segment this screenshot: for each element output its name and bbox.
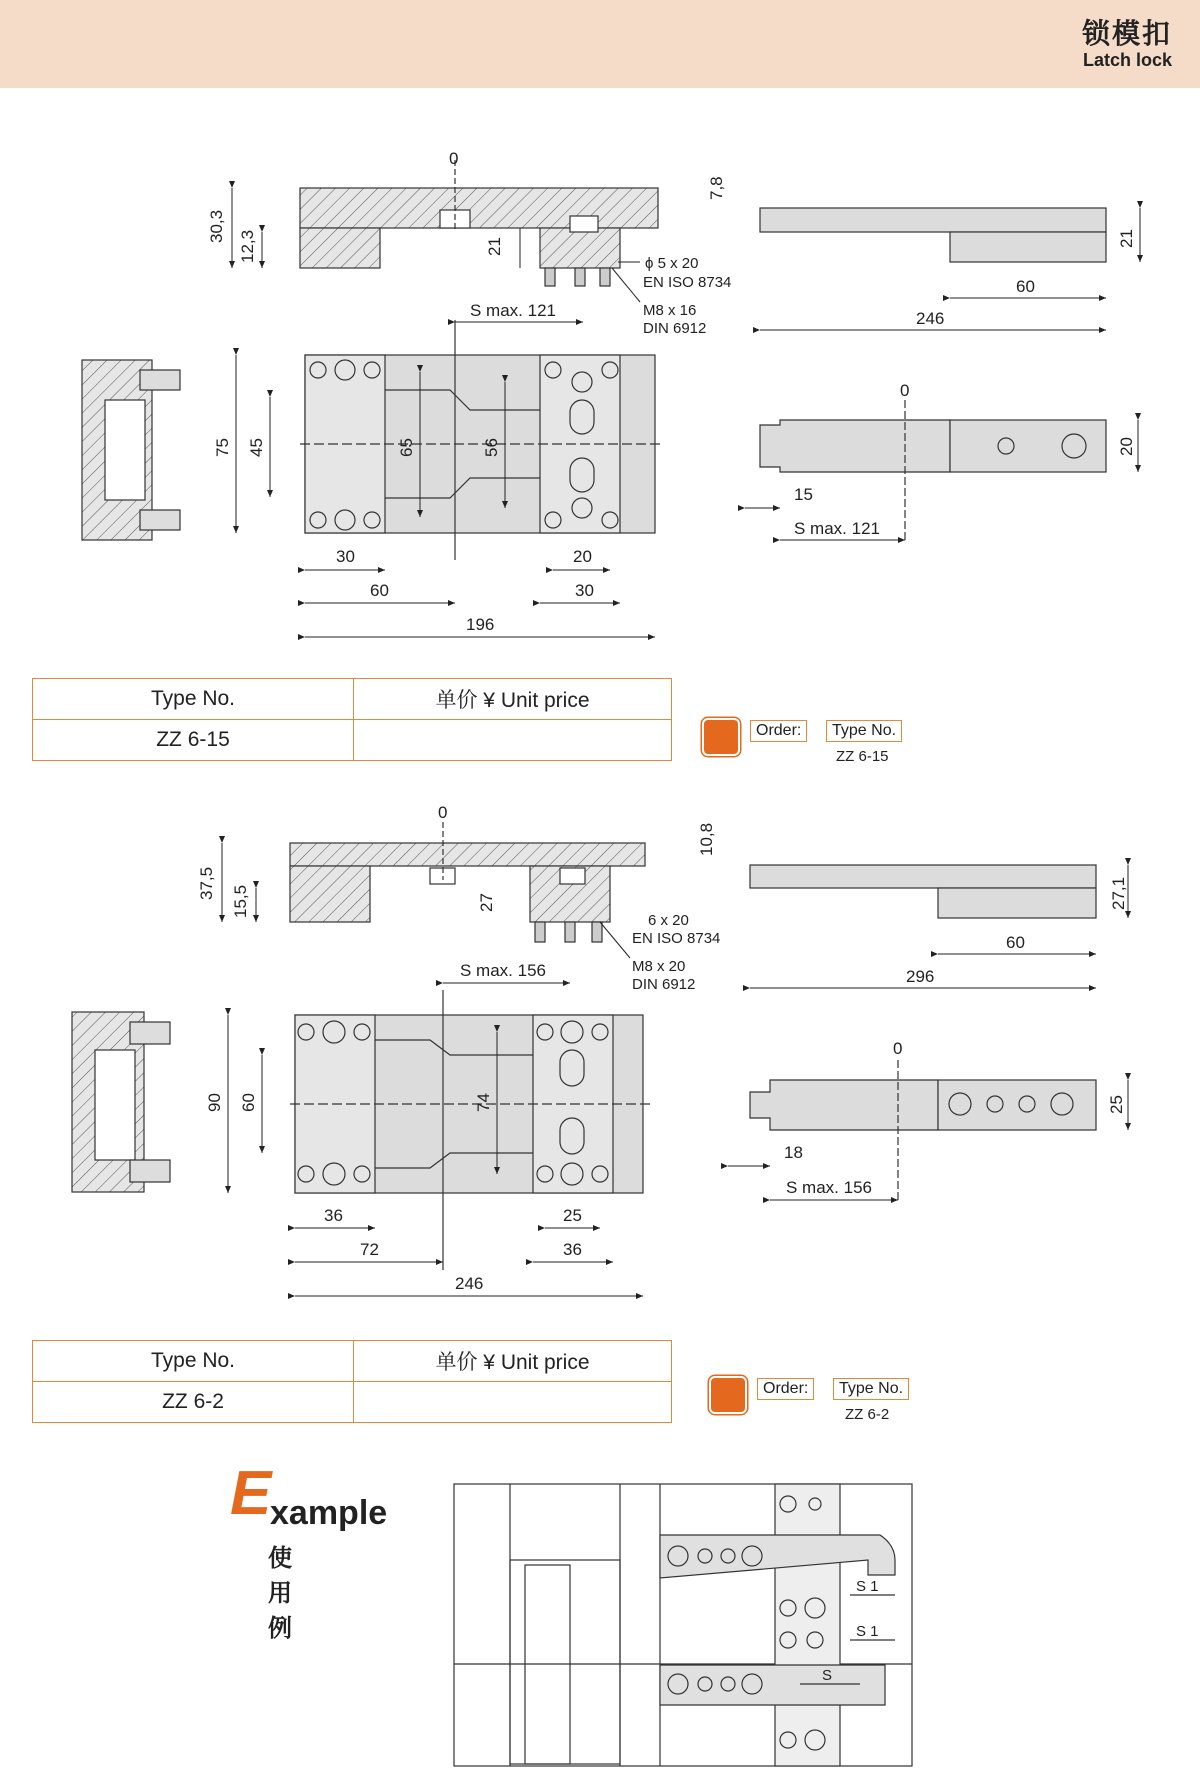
left-block-section bbox=[300, 228, 380, 268]
dim-smax-right: S max. 121 bbox=[794, 519, 880, 538]
dim-45: 45 bbox=[247, 438, 266, 457]
dim-30a: 30 bbox=[336, 547, 355, 566]
dim-30b: 30 bbox=[575, 581, 594, 600]
order-label: Order: bbox=[757, 1378, 814, 1400]
dim-smax: S max. 121 bbox=[470, 301, 556, 320]
example-label-s1-lower: S 1 bbox=[856, 1623, 879, 1640]
screw-spec: M8 x 16 bbox=[643, 302, 697, 319]
dim-246: 246 bbox=[455, 1274, 484, 1293]
dim-21a: 21 bbox=[485, 237, 504, 256]
dim-56: 56 bbox=[482, 438, 501, 457]
order-type-label: Type No. bbox=[826, 720, 902, 742]
drawing-zz6-2 bbox=[0, 790, 1200, 1330]
dim-36a: 36 bbox=[324, 1206, 343, 1225]
pin-spec-2: 6 x 20 bbox=[648, 912, 689, 929]
table-type-value: ZZ 6-15 bbox=[33, 720, 354, 761]
pin-spec: ϕ 5 x 20 bbox=[645, 255, 699, 272]
order-type-value: ZZ 6-15 bbox=[836, 748, 889, 765]
pin-standard: EN ISO 8734 bbox=[643, 274, 732, 291]
dim-25-right: 25 bbox=[1107, 1095, 1126, 1114]
right-block-section bbox=[540, 228, 620, 268]
table-header-type: Type No. bbox=[33, 1341, 354, 1382]
dim-36b: 36 bbox=[563, 1240, 582, 1259]
dim-smax-right-2: S max. 156 bbox=[786, 1178, 872, 1197]
dim-75: 75 bbox=[213, 438, 232, 457]
table-header-type: Type No. bbox=[33, 679, 354, 720]
example-first-letter: E bbox=[230, 1459, 272, 1528]
example-title-cn: 使用例 bbox=[268, 1544, 295, 1642]
order-type-label: Type No. bbox=[833, 1378, 909, 1400]
table-header-price: 单价 ¥ Unit price bbox=[354, 679, 672, 720]
dim-18: 18 bbox=[784, 1143, 803, 1162]
header-title-en: Latch lock bbox=[1082, 50, 1172, 70]
dim-25a: 25 bbox=[563, 1206, 582, 1225]
dim-zero-right: 0 bbox=[900, 381, 910, 400]
example-title: xample bbox=[270, 1494, 388, 1532]
price-table-1 bbox=[32, 678, 672, 761]
dim-27: 27 bbox=[477, 893, 496, 912]
dim-27-1: 27,1 bbox=[1109, 876, 1128, 910]
dim-296-right: 296 bbox=[906, 967, 935, 986]
dim-30-3: 30,3 bbox=[207, 209, 226, 243]
dim-10-8: 10,8 bbox=[697, 822, 716, 856]
dim-65: 65 bbox=[397, 438, 416, 457]
dim-196: 196 bbox=[466, 615, 495, 634]
screw-standard-2: DIN 6912 bbox=[632, 976, 696, 993]
price-table-2 bbox=[32, 1340, 672, 1423]
dim-7-8: 7,8 bbox=[707, 176, 726, 200]
table-type-value: ZZ 6-2 bbox=[33, 1382, 354, 1423]
screw-standard: DIN 6912 bbox=[643, 320, 707, 337]
drawing-zz6-15 bbox=[0, 88, 1200, 738]
dim-21b: 21 bbox=[1117, 229, 1136, 248]
dim-20a: 20 bbox=[573, 547, 592, 566]
table-price-value bbox=[354, 720, 672, 761]
order-label: Order: bbox=[750, 720, 807, 742]
screw-spec-2: M8 x 20 bbox=[632, 958, 686, 975]
dim-246-right: 246 bbox=[916, 309, 945, 328]
dim-60-right-2: 60 bbox=[1006, 933, 1025, 952]
dim-60-vert: 60 bbox=[239, 1093, 258, 1112]
phone-icon bbox=[709, 1376, 747, 1414]
phone-icon bbox=[702, 718, 740, 756]
dim-zero-top: 0 bbox=[449, 149, 459, 168]
dim-90: 90 bbox=[205, 1093, 224, 1112]
example-drawing bbox=[450, 1482, 920, 1772]
dim-37-5: 37,5 bbox=[197, 866, 216, 900]
dim-zero-right-2: 0 bbox=[893, 1039, 903, 1058]
table-header-price: 单价 ¥ Unit price bbox=[354, 1341, 672, 1382]
header-title-cn: 锁模扣 bbox=[1081, 17, 1172, 50]
dim-15: 15 bbox=[794, 485, 813, 504]
dim-74: 74 bbox=[474, 1093, 493, 1112]
dim-zero-top-2: 0 bbox=[438, 803, 448, 822]
pin-standard-2: EN ISO 8734 bbox=[632, 930, 721, 947]
example-label-s: S bbox=[822, 1667, 833, 1684]
latch-bar-section bbox=[300, 188, 658, 228]
dim-12-3: 12,3 bbox=[238, 229, 257, 263]
dim-smax-2: S max. 156 bbox=[460, 961, 546, 980]
dim-20-right: 20 bbox=[1117, 437, 1136, 456]
order-type-value: ZZ 6-2 bbox=[845, 1406, 890, 1423]
latch-bar-side bbox=[760, 208, 1106, 232]
table-price-value bbox=[354, 1382, 672, 1423]
example-label-s1-upper: S 1 bbox=[856, 1578, 879, 1595]
dim-60a: 60 bbox=[370, 581, 389, 600]
page-header bbox=[0, 0, 1200, 88]
dim-60-right: 60 bbox=[1016, 277, 1035, 296]
dim-72: 72 bbox=[360, 1240, 379, 1259]
dim-15-5: 15,5 bbox=[231, 884, 250, 918]
